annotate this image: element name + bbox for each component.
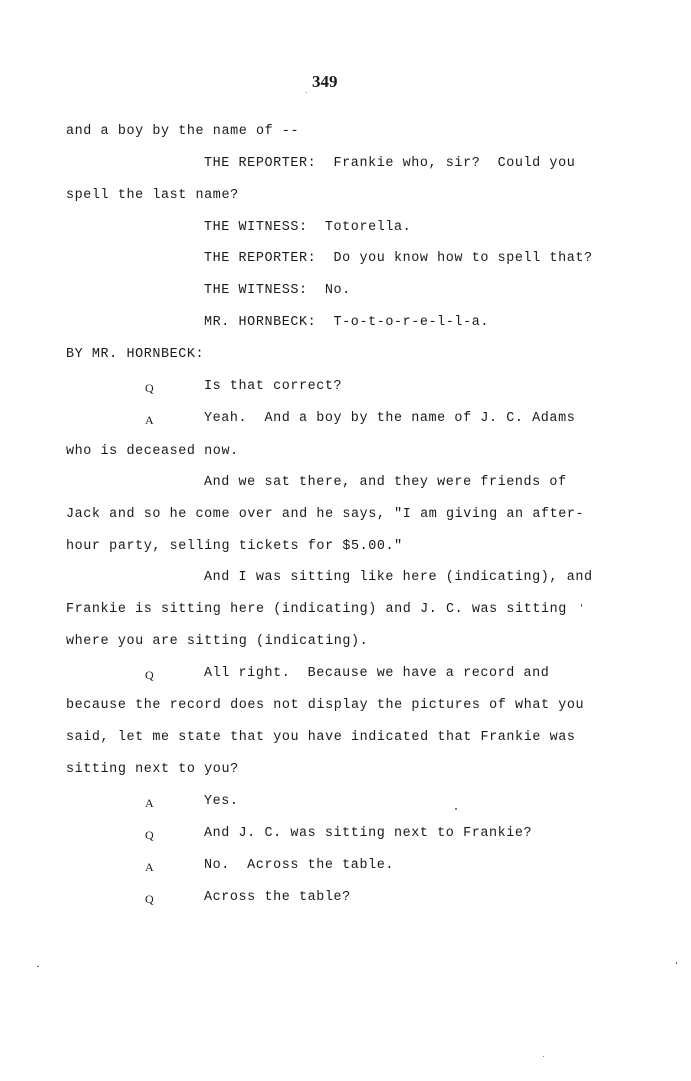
scan-speck (37, 966, 39, 967)
transcript-line: And we sat there, and they were friends of (204, 475, 567, 490)
answer-marker: A (145, 860, 154, 874)
transcript-line: MR. HORNBECK: T-o-t-o-r-e-l-l-a. (204, 315, 489, 330)
transcript-line: where you are sitting (indicating). (66, 634, 369, 649)
transcript-line: hour party, selling tickets for $5.00." (66, 539, 403, 554)
transcript-line: sitting next to you? (66, 762, 239, 777)
answer-marker: A (145, 413, 154, 427)
transcript-line: And I was sitting like here (indicating), and (204, 570, 593, 585)
transcript-line: Frankie is sitting here (indicating) and J. C. was sitting (66, 602, 567, 617)
transcript-line: THE WITNESS: No. (204, 283, 351, 298)
question-marker: Q (145, 381, 154, 395)
transcript-line: And J. C. was sitting next to Frankie? (204, 826, 533, 841)
scan-speck (455, 808, 457, 810)
transcript-line: Is that correct? (204, 379, 343, 394)
answer-marker: A (145, 796, 154, 810)
transcript-line: THE WITNESS: Totorella. (204, 220, 412, 235)
question-marker: Q (145, 892, 154, 906)
scan-speck (581, 604, 582, 607)
transcript-line: BY MR. HORNBECK: (66, 347, 205, 362)
transcript-line: because the record does not display the pictures of what you (66, 698, 585, 713)
transcript-line: Yeah. And a boy by the name of J. C. Adams (204, 411, 576, 426)
transcript-line: THE REPORTER: Do you know how to spell that? (204, 251, 593, 266)
transcript-line: said, let me state that you have indicated that Frankie was (66, 730, 576, 745)
transcript-line: Jack and so he come over and he says, "I am giving an after- (66, 507, 585, 522)
scan-speck (676, 962, 677, 964)
scan-speck (306, 92, 307, 93)
scan-speck (543, 1056, 544, 1057)
transcript-line: Across the table? (204, 890, 351, 905)
transcript-line: All right. Because we have a record and (204, 666, 550, 681)
transcript-line: No. Across the table. (204, 858, 394, 873)
question-marker: Q (145, 668, 154, 682)
transcript-line: who is deceased now. (66, 444, 239, 459)
page-number: 349 (312, 72, 338, 91)
transcript-line: Yes. (204, 794, 239, 809)
transcript-line: spell the last name? (66, 188, 239, 203)
transcript-line: and a boy by the name of -- (66, 124, 300, 139)
question-marker: Q (145, 828, 154, 842)
transcript-line: THE REPORTER: Frankie who, sir? Could you (204, 156, 576, 171)
